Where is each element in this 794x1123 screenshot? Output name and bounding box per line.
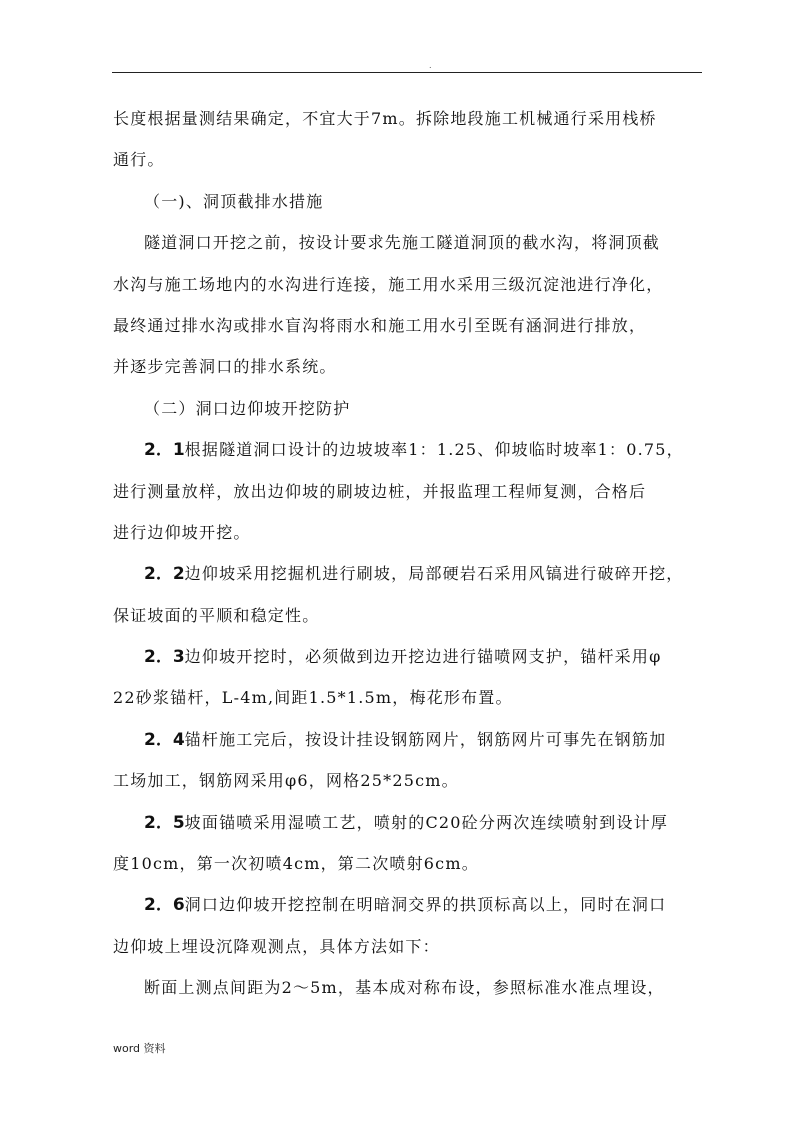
paragraph-start xyxy=(113,222,709,263)
line-text: 22砂浆锚杆，L-4m,间距1.5*1.5m，梅花形布置。 xyxy=(113,688,513,708)
item-number: 2．4 xyxy=(144,729,185,750)
numbered-item-2-6 xyxy=(113,884,709,925)
heading-text: （一)、洞顶截排水措施 xyxy=(144,191,324,211)
body-line xyxy=(113,346,709,387)
line-text: 并逐步完善洞口的排水系统。 xyxy=(113,357,337,377)
heading-text: （二）洞口边仰坡开挖防护 xyxy=(144,398,351,418)
line-text: 最终通过排水沟或排水盲沟将雨水和施工用水引至既有涵洞进行排放， xyxy=(113,315,647,335)
body-line xyxy=(113,760,709,801)
document-body xyxy=(113,98,709,1009)
body-line xyxy=(113,595,709,636)
body-line xyxy=(113,677,709,718)
line-text: 保证坡面的平顺和稳定性。 xyxy=(113,605,320,625)
line-text: 边仰坡上埋设沉降观测点，具体方法如下： xyxy=(113,936,440,956)
line-text: 工场加工，钢筋网采用φ6，网格25*25cm。 xyxy=(113,771,459,791)
line-text: 洞口边仰坡开挖控制在明暗洞交界的拱顶标高以上，同时在洞口 xyxy=(184,895,667,915)
line-text: 度10cm，第一次初喷4cm，第二次喷射6cm。 xyxy=(113,854,479,874)
numbered-item-2-5 xyxy=(113,802,709,843)
numbered-item-2-3 xyxy=(113,636,709,677)
item-number: 2．3 xyxy=(144,647,185,668)
line-text: 锚杆施工完后，按设计挂设钢筋网片，钢筋网片可事先在钢筋加 xyxy=(184,729,667,749)
item-number: 2．1 xyxy=(144,440,185,461)
paragraph-start xyxy=(113,967,709,1008)
line-text: 边仰坡采用挖掘机进行刷坡，局部硬岩石采用风镐进行破碎开挖， xyxy=(184,564,684,584)
item-number: 2．5 xyxy=(144,812,185,833)
body-line xyxy=(113,926,709,967)
line-text: 进行边仰坡开挖。 xyxy=(113,522,251,542)
body-line xyxy=(113,264,709,305)
body-line xyxy=(113,471,709,512)
numbered-item-2-4 xyxy=(113,719,709,760)
line-text: 断面上测点间距为2～5m，基本成对称布设，参照标准水准点埋设， xyxy=(144,978,665,998)
header-divider xyxy=(112,72,702,73)
line-text: 边仰坡开挖时，必须做到边开挖边进行锚喷网支护，锚杆采用φ xyxy=(184,647,662,667)
line-text: 长度根据量测结果确定，不宜大于7m。拆除地段施工机械通行采用栈桥 xyxy=(113,109,657,128)
header-mark: . xyxy=(429,61,432,70)
item-number: 2．2 xyxy=(144,564,185,585)
item-number: 2．6 xyxy=(144,895,185,916)
body-line xyxy=(113,843,709,884)
line-text: 坡面锚喷采用湿喷工艺，喷射的C20砼分两次连续喷射到设计厚 xyxy=(184,812,669,832)
body-line xyxy=(113,305,709,346)
line-text: 水沟与施工场地内的水沟进行连接，施工用水采用三级沉淀池进行净化， xyxy=(113,274,664,294)
numbered-item-2-1 xyxy=(113,429,709,470)
body-line xyxy=(113,139,709,180)
footer-label: word 资料 xyxy=(113,1042,166,1055)
section-heading-2 xyxy=(113,388,709,429)
numbered-item-2-2 xyxy=(113,553,709,594)
line-text: 隧道洞口开挖之前，按设计要求先施工隧道洞顶的截水沟，将洞顶截 xyxy=(144,233,661,253)
body-line xyxy=(113,512,709,553)
line-text: 通行。 xyxy=(113,150,165,170)
line-text: 进行测量放样，放出边仰坡的刷坡边桩，并报监理工程师复测，合格后 xyxy=(113,481,647,501)
body-line xyxy=(113,98,709,139)
section-heading-1 xyxy=(113,181,709,222)
line-text: 根据隧道洞口设计的边坡坡率1：1.25、仰坡临时坡率1：0.75， xyxy=(184,440,684,460)
